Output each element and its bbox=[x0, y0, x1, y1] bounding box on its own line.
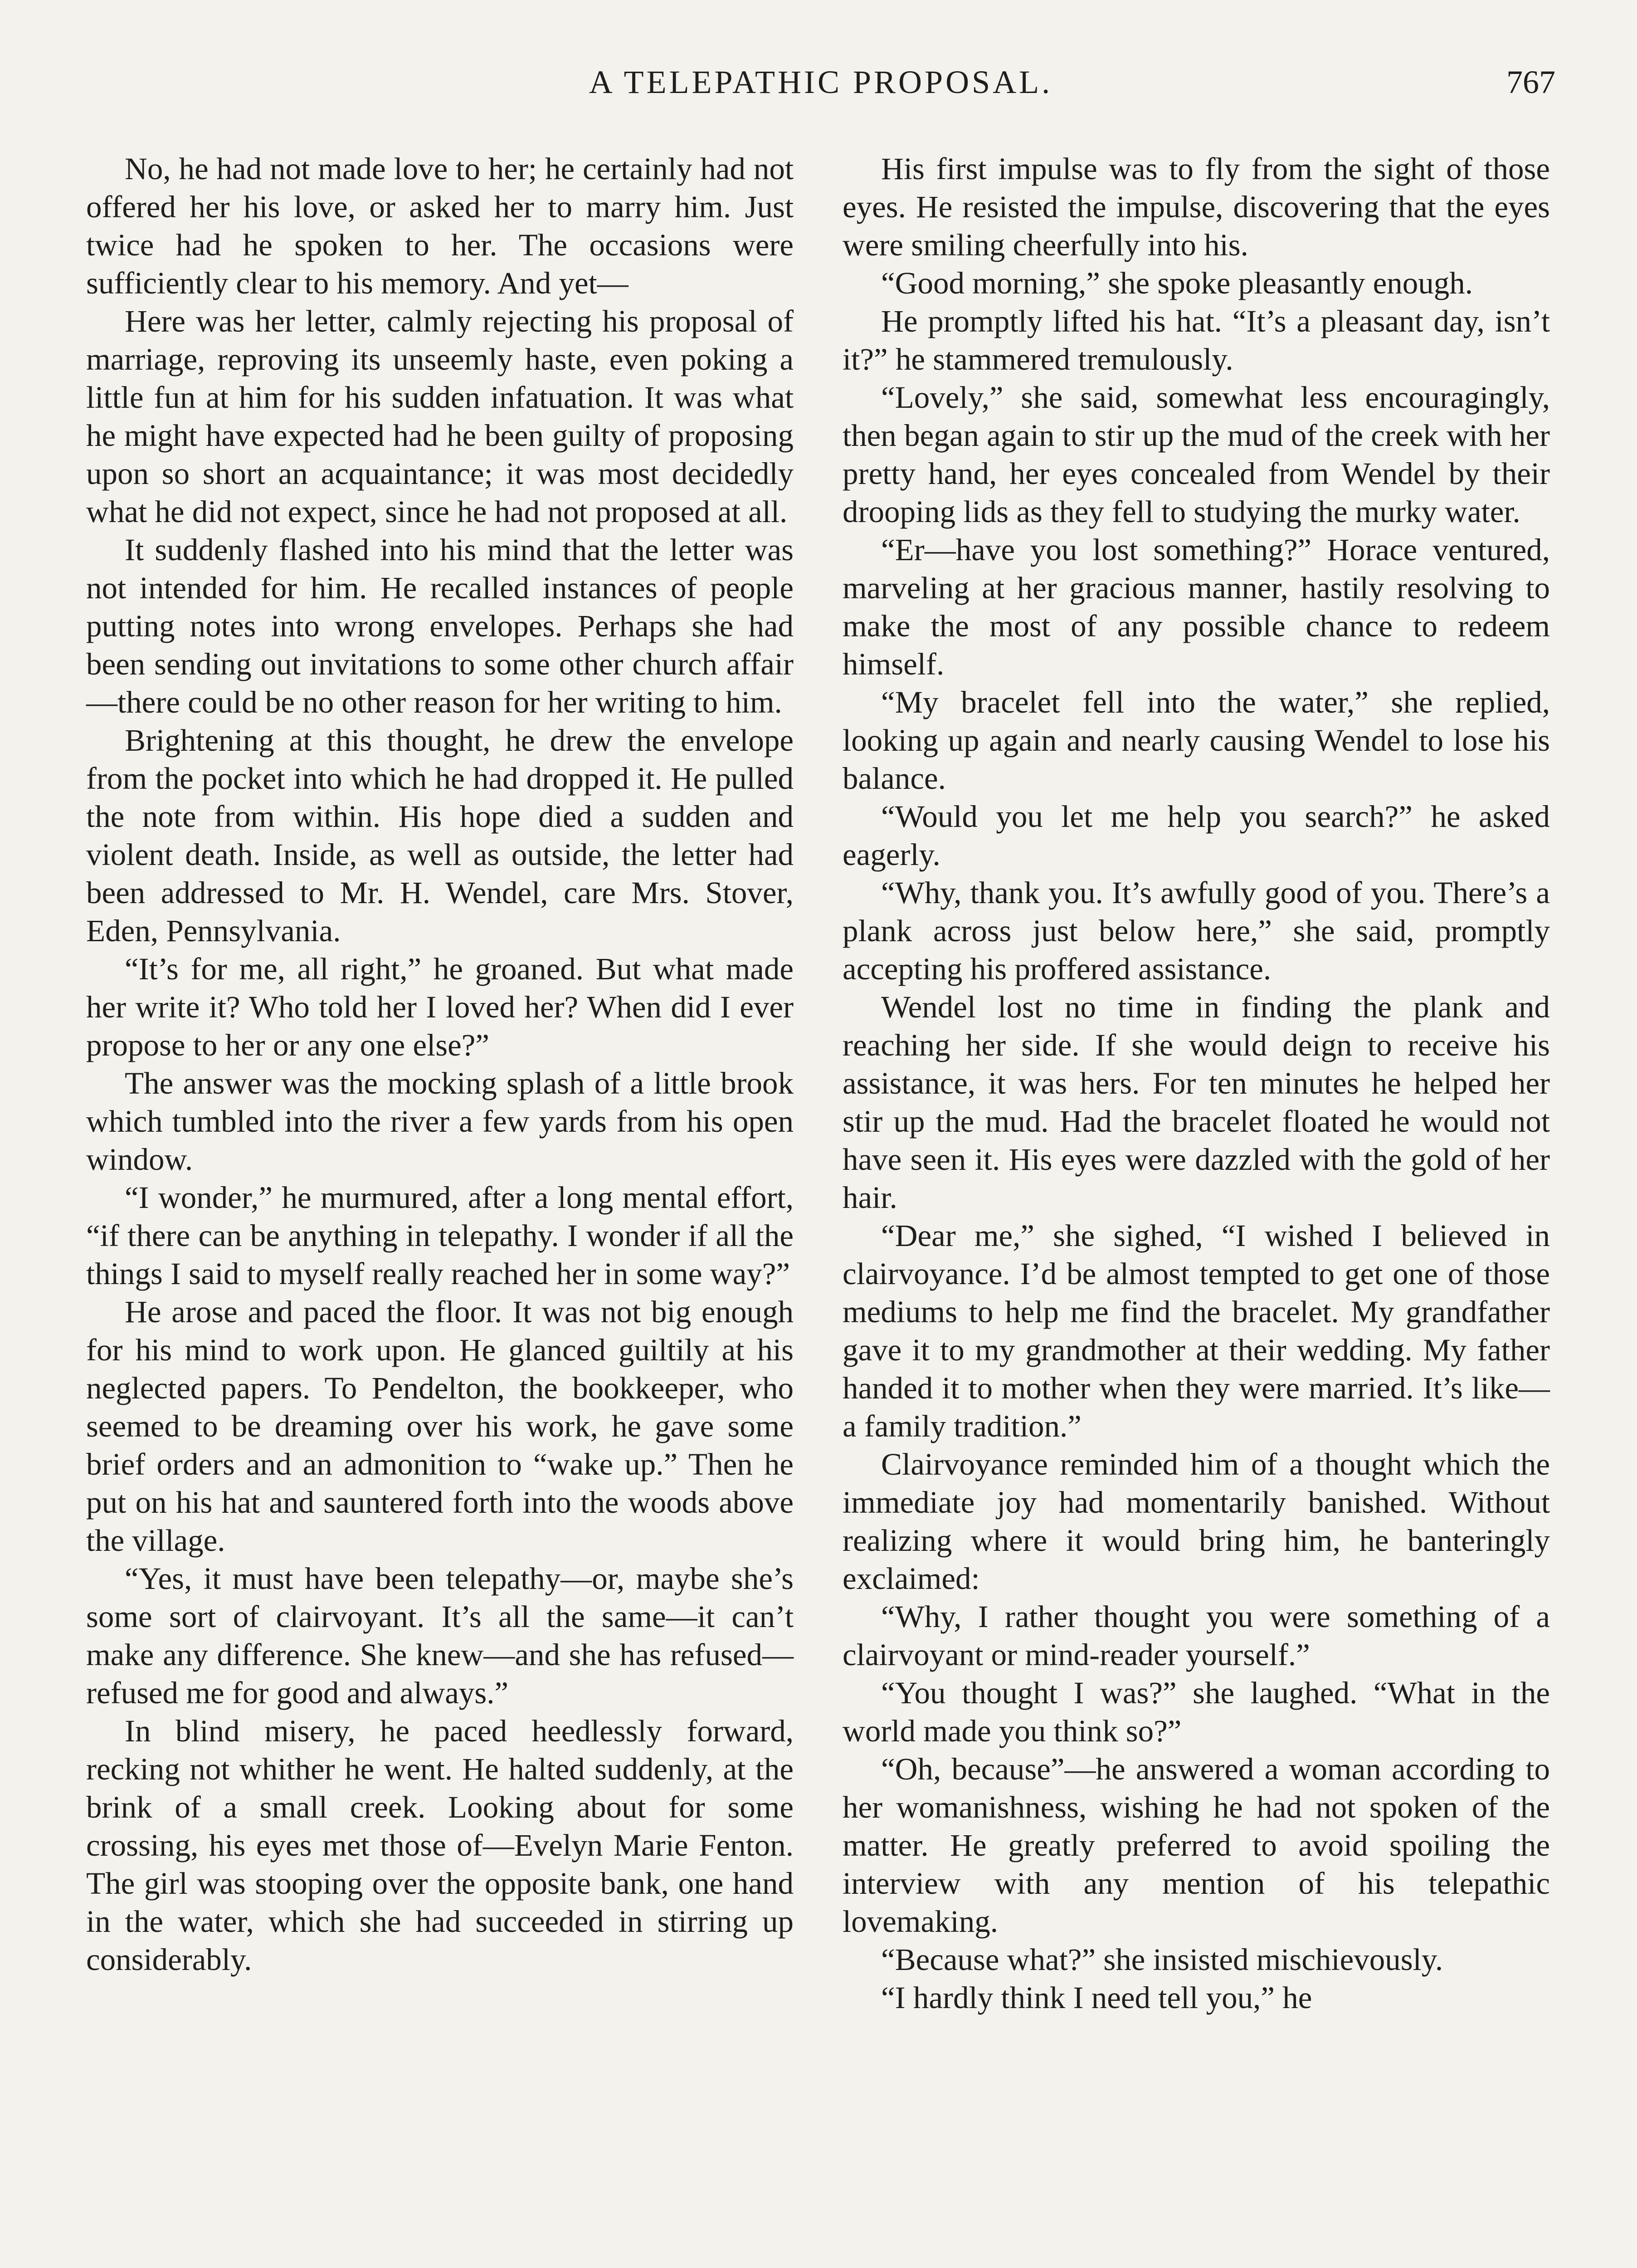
paragraph: “Yes, it must have been telepathy—or, maybe she’s some sort of clairvoyant. It’s all the same—it can’t make any difference. She knew—and she has refused—refused me for good and always.” bbox=[86, 1561, 794, 1710]
paragraph: “Because what?” she insisted mischievously. bbox=[881, 1942, 1443, 1977]
running-head bbox=[86, 64, 1555, 113]
paragraph: It suddenly flashed into his mind that the letter was not intended for him. He recalled instances of people putting notes into wrong envelopes. Perhaps she had been sending out invitations to some other church affair—there could be no other reason for her writing to him. bbox=[86, 533, 794, 719]
paragraph: Clairvoyance reminded him of a thought which the immediate joy had momentarily banished. Without realizing where it would bring him, he banteringly exclaimed: bbox=[843, 1447, 1550, 1596]
paragraph: “Lovely,” she said, somewhat less encouragingly, then began again to stir up the mud of the creek with her pretty hand, her eyes concealed from Wendel by their drooping lids as they fell to studying the murky water. bbox=[843, 380, 1550, 529]
page-number: 767 bbox=[1506, 64, 1555, 100]
left-column bbox=[86, 150, 794, 1979]
paragraph: “Would you let me help you search?” he asked eagerly. bbox=[843, 799, 1550, 872]
paragraph: “It’s for me, all right,” he groaned. But what made her write it? Who told her I loved her? When did I ever propose to her or any one else?” bbox=[86, 952, 794, 1062]
paragraph: “Good morning,” she spoke pleasantly enough. bbox=[881, 266, 1473, 300]
paragraph: “Oh, because”—he answered a woman according to her womanishness, wishing he had not spoken of the matter. He greatly preferred to avoid spoiling the interview with any mention of his telepathic lovemaking. bbox=[843, 1752, 1550, 1939]
paragraph: The answer was the mocking splash of a little brook which tumbled into the river a few yards from his open window. bbox=[86, 1066, 794, 1177]
paragraph: In blind misery, he paced heedlessly forward, recking not whither he went. He halted suddenly, at the brink of a small creek. Looking about for some crossing, his eyes met those of—Evelyn Marie Fenton. The girl was stooping over the opposite bank, one hand in the water, which she had succeeded in stirring up considerably. bbox=[86, 1714, 794, 1977]
paragraph: “I wonder,” he murmured, after a long mental effort, “if there can be anything in telepathy. I wonder if all the things I said to myself really reached her in some way?” bbox=[86, 1180, 794, 1291]
paragraph: “Er—have you lost something?” Horace ventured, marveling at her gracious manner, hastily resolving to make the most of any possible chance to redeem himself. bbox=[843, 533, 1550, 681]
running-title: A TELEPATHIC PROPOSAL. bbox=[589, 64, 1053, 100]
paragraph: “I hardly think I need tell you,” he bbox=[881, 1980, 1312, 2015]
paragraph: “Why, thank you. It’s awfully good of you. There’s a plank across just below here,” she said, promptly accepting his proffered assistance. bbox=[843, 875, 1550, 986]
paragraph: He arose and paced the floor. It was not big enough for his mind to work upon. He glanced guiltily at his neglected papers. To Pendelton, the bookkeeper, who seemed to be dreaming over his work, he gave some brief orders and an admonition to “wake up.” Then he put on his hat and sauntered forth into the woods above the village. bbox=[86, 1295, 794, 1558]
paragraph: His first impulse was to fly from the sight of those eyes. He resisted the impulse, discovering that the eyes were smiling cheerfully into his. bbox=[843, 152, 1550, 262]
paragraph: No, he had not made love to her; he certainly had not offered her his love, or asked her to marry him. Just twice had he spoken to her. The occasions were sufficiently clear to his memory. And yet— bbox=[86, 152, 794, 300]
paragraph: “My bracelet fell into the water,” she replied, looking up again and nearly causing Wendel to lose his balance. bbox=[843, 685, 1550, 796]
paragraph: Here was her letter, calmly rejecting his proposal of marriage, reproving its unseemly haste, even poking a little fun at him for his sudden infatuation. It was what he might have expected had he been guilty of proposing upon so short an acquaintance; it was most decidedly what he did not expect, since he had not proposed at all. bbox=[86, 304, 794, 529]
paragraph: “You thought I was?” she laughed. “What in the world made you think so?” bbox=[843, 1676, 1550, 1748]
paragraph: Brightening at this thought, he drew the envelope from the pocket into which he had dropped it. He pulled the note from within. His hope died a sudden and violent death. Inside, as well as outside, the letter had been addressed to Mr. H. Wendel, care Mrs. Stover, Eden, Pennsylvania. bbox=[86, 723, 794, 948]
paragraph: He promptly lifted his hat. “It’s a pleasant day, isn’t it?” he stammered tremulously. bbox=[843, 304, 1550, 376]
right-column bbox=[843, 150, 1550, 2017]
paragraph: “Why, I rather thought you were something of a clairvoyant or mind-reader yourself.” bbox=[843, 1599, 1550, 1672]
paragraph: Wendel lost no time in finding the plank and reaching her side. If she would deign to receive his assistance, it was hers. For ten minutes he helped her stir up the mud. Had the bracelet floated he would not have seen it. His eyes were dazzled with the gold of her hair. bbox=[843, 990, 1550, 1215]
paragraph: “Dear me,” she sighed, “I wished I believed in clairvoyance. I’d be almost tempted to get one of those mediums to help me find the bracelet. My grandfather gave it to my grandmother at their wedding. My father handed it to mother when they were married. It’s like—a family tradition.” bbox=[843, 1218, 1550, 1443]
